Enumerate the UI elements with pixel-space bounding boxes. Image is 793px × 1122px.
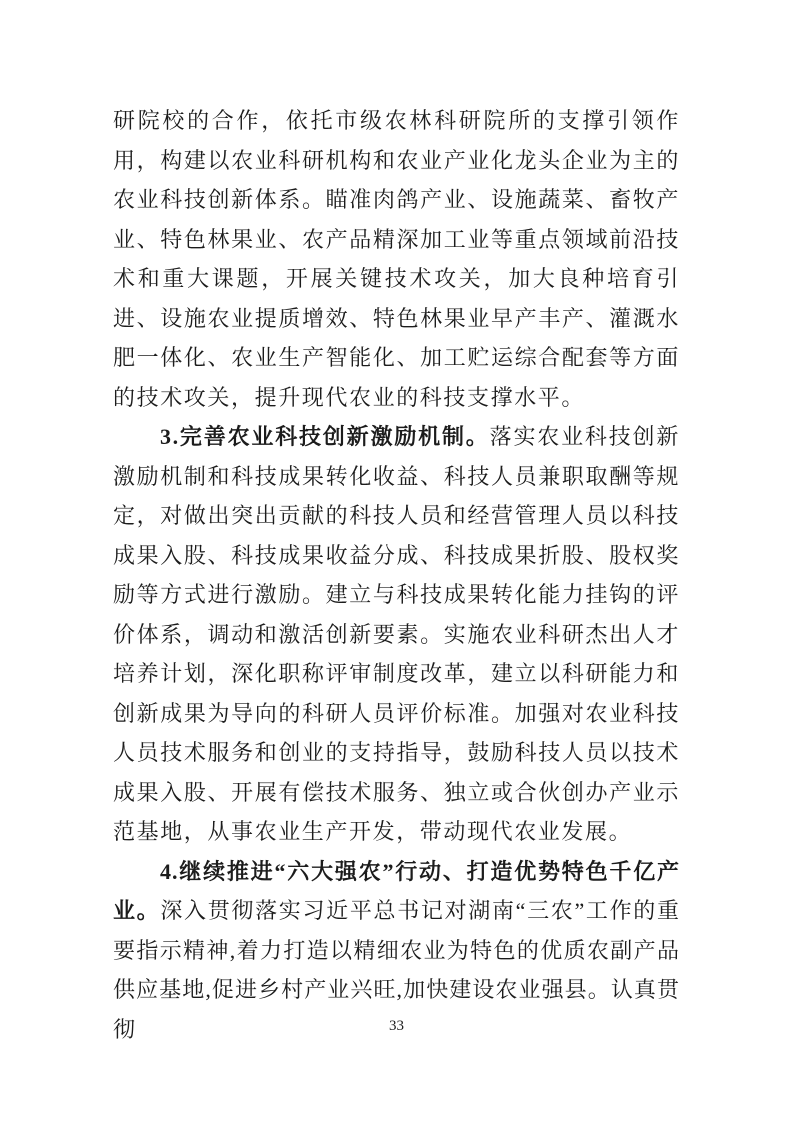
page-number: 33 [389,1018,404,1034]
paragraph-body-text: 落实农业科技创新激励机制和科技成果转化收益、科技人员兼职取酬等规定，对做出突出贡献的科技人员和经营管理人员以科技成果入股、科技成果收益分成、科技成果折股、股权奖励等方式进行激励。建立与科技成果转化能力挂钩的评价体系，调动和激活创新要素。实施农业科研杰出人才培养计划，深化职称评审制度改革，建立以科研能力和创新成果为导向的科研人员评价标准。加强对农业科技人员技术服务和创业的支持指导，鼓励科技人员以技术成果入股、开展有偿技术服务、独立或合伙创办产业示范基地，从事农业生产开发，带动现代农业发展。 [113,424,680,844]
paragraph-heading-text: 4.继续推进“六大强农”行动、打造优势特色千亿产业。 [113,858,680,923]
paragraph-heading-text: 3.完善农业科技创新激励机制。 [160,424,490,449]
document-body [113,101,680,1049]
paragraph-body-text: 深入贯彻落实习近平总书记对湖南“三农”工作的重要指示精神,着力打造以精细农业为特色的优质农副产品供应基地,促进乡村产业兴旺,加快建设农业强县。认真贯彻 [113,898,680,1042]
paragraph [113,417,680,852]
paragraph-body-text: 研院校的合作，依托市级农林科研院所的支撑引领作用，构建以农业科研机构和农业产业化龙头企业为主的农业科技创新体系。瞄准肉鸽产业、设施蔬菜、畜牧产业、特色林果业、农产品精深加工业等重点领域前沿技术和重大课题，开展关键技术攻关，加大良种培育引进、设施农业提质增效、特色林果业早产丰产、灌溉水肥一体化、农业生产智能化、加工贮运综合配套等方面的技术攻关，提升现代农业的科技支撑水平。 [113,108,680,410]
paragraph [113,101,680,417]
